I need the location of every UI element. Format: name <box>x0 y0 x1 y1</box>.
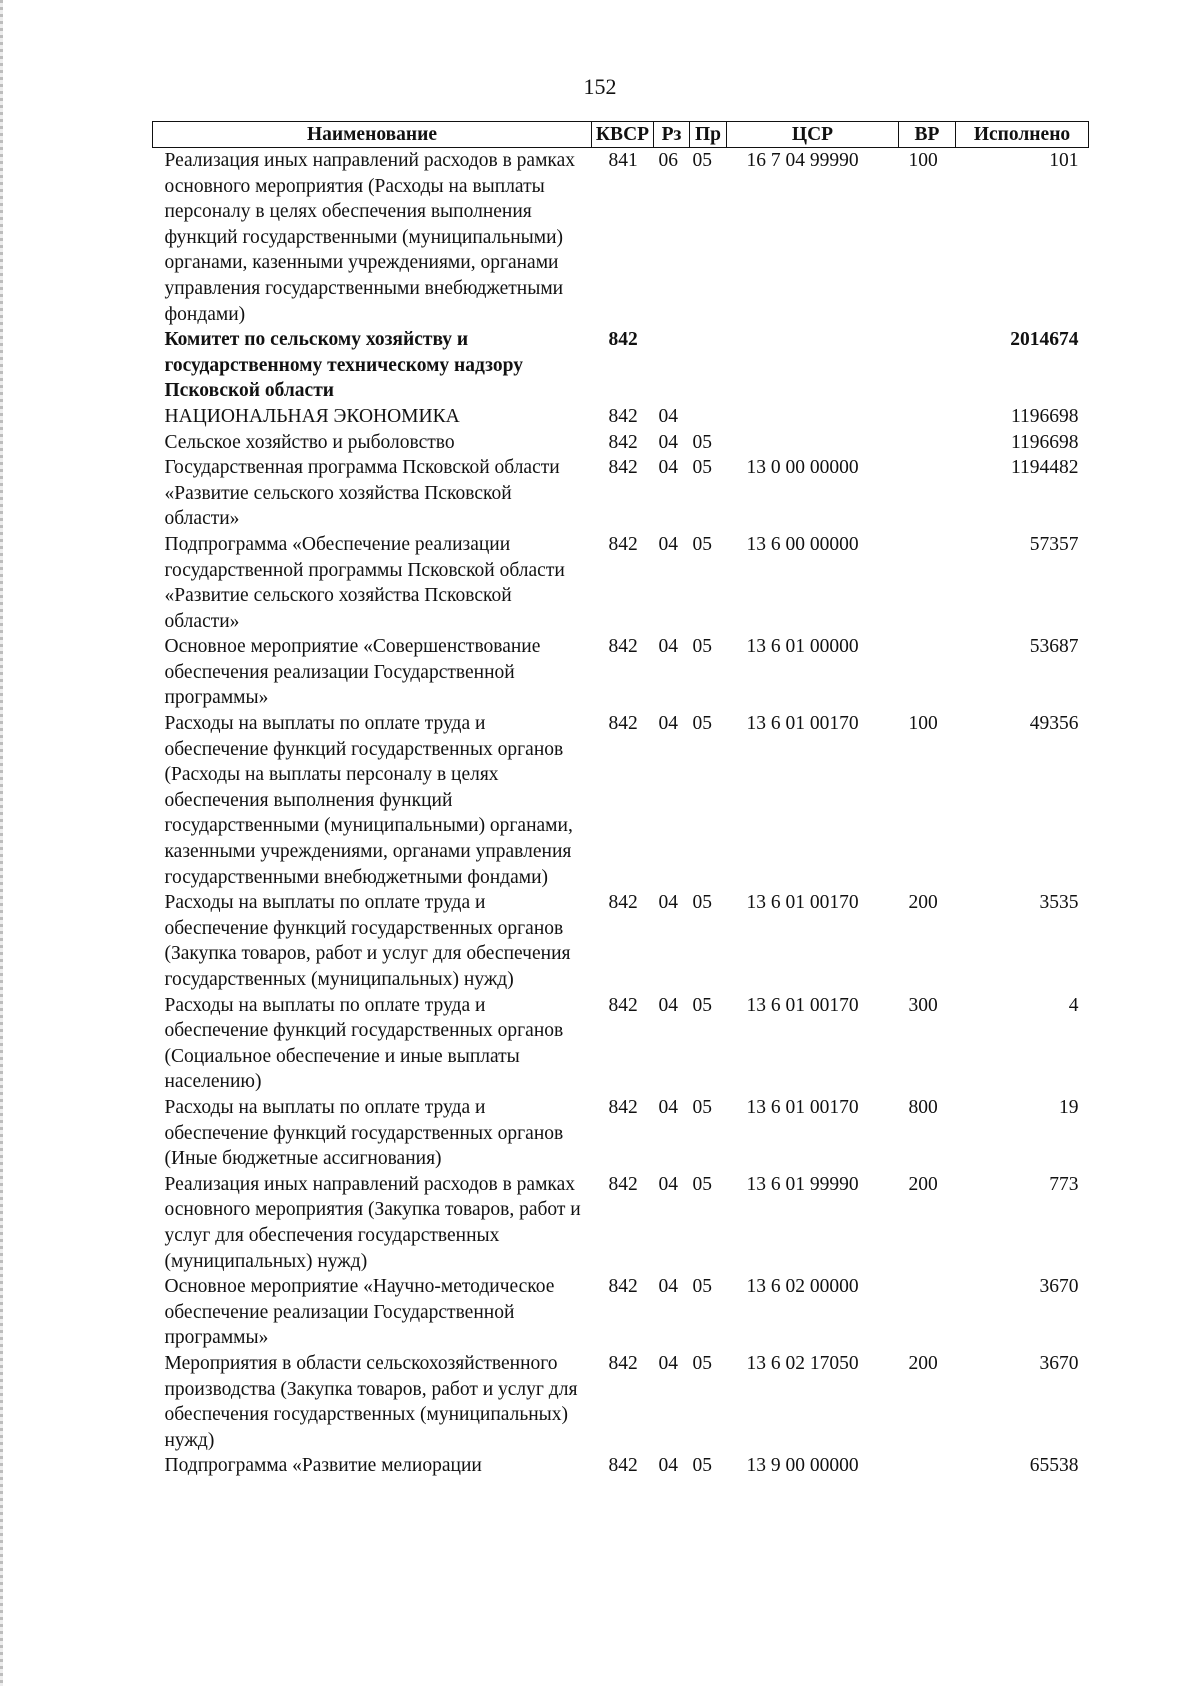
cell-vr <box>899 1453 956 1479</box>
cell-vr: 300 <box>908 994 938 1016</box>
cell-csr: 13 0 00 00000 <box>746 457 859 479</box>
header-done: Исполнено <box>956 122 1089 148</box>
cell-kvsr: 842 <box>608 1096 638 1118</box>
cell-kvsr: 842 <box>608 713 638 735</box>
cell-done: 65538 <box>1029 1455 1079 1477</box>
cell-rz: 04 <box>658 1352 678 1374</box>
header-csr: ЦСР <box>727 122 899 148</box>
cell-rz: 04 <box>658 533 678 555</box>
cell-kvsr: 842 <box>608 329 638 351</box>
cell-rz: 04 <box>658 1096 678 1118</box>
cell-kvsr: 842 <box>608 1173 638 1195</box>
cell-vr: 200 <box>908 1173 938 1195</box>
cell-kvsr: 842 <box>608 457 638 479</box>
cell-pr: 05 <box>692 892 712 914</box>
cell-kvsr: 842 <box>608 405 638 427</box>
table-row <box>153 1274 1089 1351</box>
table-row <box>153 993 1089 1095</box>
cell-rz: 04 <box>658 636 678 658</box>
header-vr: ВР <box>899 122 956 148</box>
cell-kvsr: 841 <box>608 150 638 171</box>
header-kvsr: КВСР <box>592 122 654 148</box>
cell-rz: 04 <box>658 405 678 427</box>
cell-pr: 05 <box>692 636 712 658</box>
header-pr: Пр <box>690 122 727 148</box>
cell-done: 3670 <box>1039 1352 1079 1374</box>
cell-rz: 04 <box>658 457 678 479</box>
cell-vr <box>899 327 956 404</box>
cell-name: Основное мероприятие «Совершенствование обеспечения реализации Государственной программы» <box>164 636 541 709</box>
cell-vr: 100 <box>908 713 938 735</box>
cell-rz: 04 <box>658 431 678 453</box>
header-row <box>153 122 1089 148</box>
cell-csr <box>727 404 899 430</box>
cell-vr <box>899 455 956 532</box>
table-row <box>153 532 1089 634</box>
cell-name: Государственная программа Псковской области «Развитие сельского хозяйства Псковской области» <box>164 457 560 530</box>
header-rz: Рз <box>654 122 690 148</box>
table-row <box>153 1351 1089 1453</box>
cell-name: Реализация иных направлений расходов в рамках основного мероприятия (Закупка товаров, работ и услуг для обеспечения государственных (муниципальных) нужд) <box>164 1173 581 1272</box>
table-row <box>153 711 1089 890</box>
cell-pr: 05 <box>692 1173 712 1195</box>
cell-name: Комитет по сельскому хозяйству и государственному техническому надзору Псковской области <box>164 329 523 402</box>
cell-done: 3535 <box>1039 892 1079 914</box>
cell-csr: 13 6 01 00000 <box>746 636 859 658</box>
page-number: 152 <box>583 74 617 99</box>
cell-done: 3670 <box>1039 1276 1079 1298</box>
cell-vr <box>899 532 956 634</box>
cell-kvsr: 842 <box>608 431 638 453</box>
cell-vr: 200 <box>908 892 938 914</box>
cell-rz: 04 <box>658 892 678 914</box>
cell-rz: 06 <box>658 150 678 171</box>
table-row <box>153 1172 1089 1274</box>
cell-kvsr: 842 <box>608 1276 638 1298</box>
cell-name: Расходы на выплаты по оплате труда и обеспечение функций государственных органов (Расходы на выплаты персоналу в целях обеспечения выполнения функций государственными (муниципальными) органами, казенными учреждениями, органами управления государственными внебюджетными фондами) <box>164 713 573 888</box>
cell-pr <box>690 327 727 404</box>
cell-kvsr: 842 <box>608 1455 638 1477</box>
cell-done: 49356 <box>1029 713 1079 735</box>
cell-pr <box>690 404 727 430</box>
cell-done: 101 <box>1049 150 1079 171</box>
cell-pr: 05 <box>692 1455 712 1477</box>
table-row <box>153 1453 1089 1479</box>
cell-kvsr: 842 <box>608 994 638 1016</box>
cell-name: Расходы на выплаты по оплате труда и обеспечение функций государственных органов (Иные бюджетные ассигнования) <box>164 1096 564 1170</box>
cell-kvsr: 842 <box>608 636 638 658</box>
cell-vr <box>899 430 956 456</box>
table-body <box>153 148 1089 1479</box>
cell-name: Мероприятия в области сельскохозяйственного производства (Закупка товаров, работ и услуг для обеспечения государственных (муниципальных) нужд) <box>164 1352 578 1451</box>
cell-rz: 04 <box>658 1455 678 1477</box>
cell-vr: 200 <box>908 1352 938 1374</box>
cell-done: 4 <box>1068 994 1079 1016</box>
cell-done: 1196698 <box>1010 431 1079 453</box>
cell-kvsr: 842 <box>608 1352 638 1374</box>
cell-rz: 04 <box>658 1276 678 1298</box>
header-name: Наименование <box>153 122 592 148</box>
cell-name: Основное мероприятие «Научно-методическое обеспечение реализации Государственной программы» <box>164 1276 555 1349</box>
cell-csr: 13 6 01 00170 <box>746 1096 859 1118</box>
cell-pr: 05 <box>692 1276 712 1298</box>
cell-csr: 13 6 01 00170 <box>746 892 859 914</box>
cell-csr: 13 6 00 00000 <box>746 533 859 555</box>
cell-pr: 05 <box>692 533 712 555</box>
cell-name: Расходы на выплаты по оплате труда и обеспечение функций государственных органов (Закупка товаров, работ и услуг для обеспечения государственных (муниципальных) нужд) <box>164 892 571 990</box>
cell-pr: 05 <box>692 1352 712 1374</box>
table-row <box>153 634 1089 711</box>
cell-done: 53687 <box>1029 636 1079 658</box>
cell-done: 2014674 <box>1010 329 1079 351</box>
cell-pr: 05 <box>692 150 712 171</box>
cell-name: Расходы на выплаты по оплате труда и обеспечение функций государственных органов (Социальное обеспечение и иные выплаты населению) <box>164 994 564 1093</box>
cell-vr <box>899 404 956 430</box>
cell-csr: 13 6 01 00170 <box>746 994 859 1016</box>
cell-vr <box>899 634 956 711</box>
cell-pr: 05 <box>692 1096 712 1118</box>
cell-vr: 100 <box>908 150 938 171</box>
cell-rz: 04 <box>658 994 678 1016</box>
cell-csr <box>727 430 899 456</box>
table-header <box>153 122 1089 148</box>
cell-name: Подпрограмма «Развитие мелиорации <box>164 1455 482 1477</box>
cell-pr: 05 <box>692 713 712 735</box>
cell-name: Сельское хозяйство и рыболовство <box>164 431 455 453</box>
cell-csr: 13 6 01 99990 <box>746 1173 859 1195</box>
table-row <box>153 327 1089 404</box>
cell-kvsr: 842 <box>608 533 638 555</box>
cell-csr: 13 6 02 17050 <box>746 1352 859 1374</box>
scan-edge <box>0 0 3 1686</box>
table-row <box>153 1095 1089 1172</box>
cell-vr: 800 <box>908 1096 938 1118</box>
cell-done: 773 <box>1049 1173 1079 1195</box>
cell-done: 19 <box>1059 1096 1079 1118</box>
table-row <box>153 148 1089 328</box>
budget-table <box>152 121 1089 1479</box>
table-row <box>153 455 1089 532</box>
cell-csr <box>727 327 899 404</box>
cell-csr: 13 9 00 00000 <box>746 1455 859 1477</box>
cell-pr: 05 <box>692 457 712 479</box>
cell-vr <box>899 1274 956 1351</box>
cell-pr: 05 <box>692 431 712 453</box>
table-row <box>153 890 1089 992</box>
table-row <box>153 430 1089 456</box>
table-row <box>153 404 1089 430</box>
cell-csr: 16 7 04 99990 <box>746 150 859 171</box>
cell-name: Реализация иных направлений расходов в рамках основного мероприятия (Расходы на выплаты персоналу в целях обеспечения выполнения функций государственными (муниципальными) органами, казенными учреждениями, органами управления государственными внебюджетными фондами) <box>164 150 575 325</box>
cell-kvsr: 842 <box>608 892 638 914</box>
cell-name: НАЦИОНАЛЬНАЯ ЭКОНОМИКА <box>164 405 460 427</box>
cell-csr: 13 6 02 00000 <box>746 1276 859 1298</box>
cell-name: Подпрограмма «Обеспечение реализации государственной программы Псковской области «Развитие сельского хозяйства Псковской области» <box>164 533 565 632</box>
cell-rz: 04 <box>658 1173 678 1195</box>
cell-csr: 13 6 01 00170 <box>746 713 859 735</box>
cell-rz: 04 <box>658 713 678 735</box>
cell-done: 1194482 <box>1010 457 1079 479</box>
cell-done: 1196698 <box>1010 405 1079 427</box>
cell-pr: 05 <box>692 994 712 1016</box>
cell-done: 57357 <box>1029 533 1079 555</box>
cell-rz <box>654 327 690 404</box>
